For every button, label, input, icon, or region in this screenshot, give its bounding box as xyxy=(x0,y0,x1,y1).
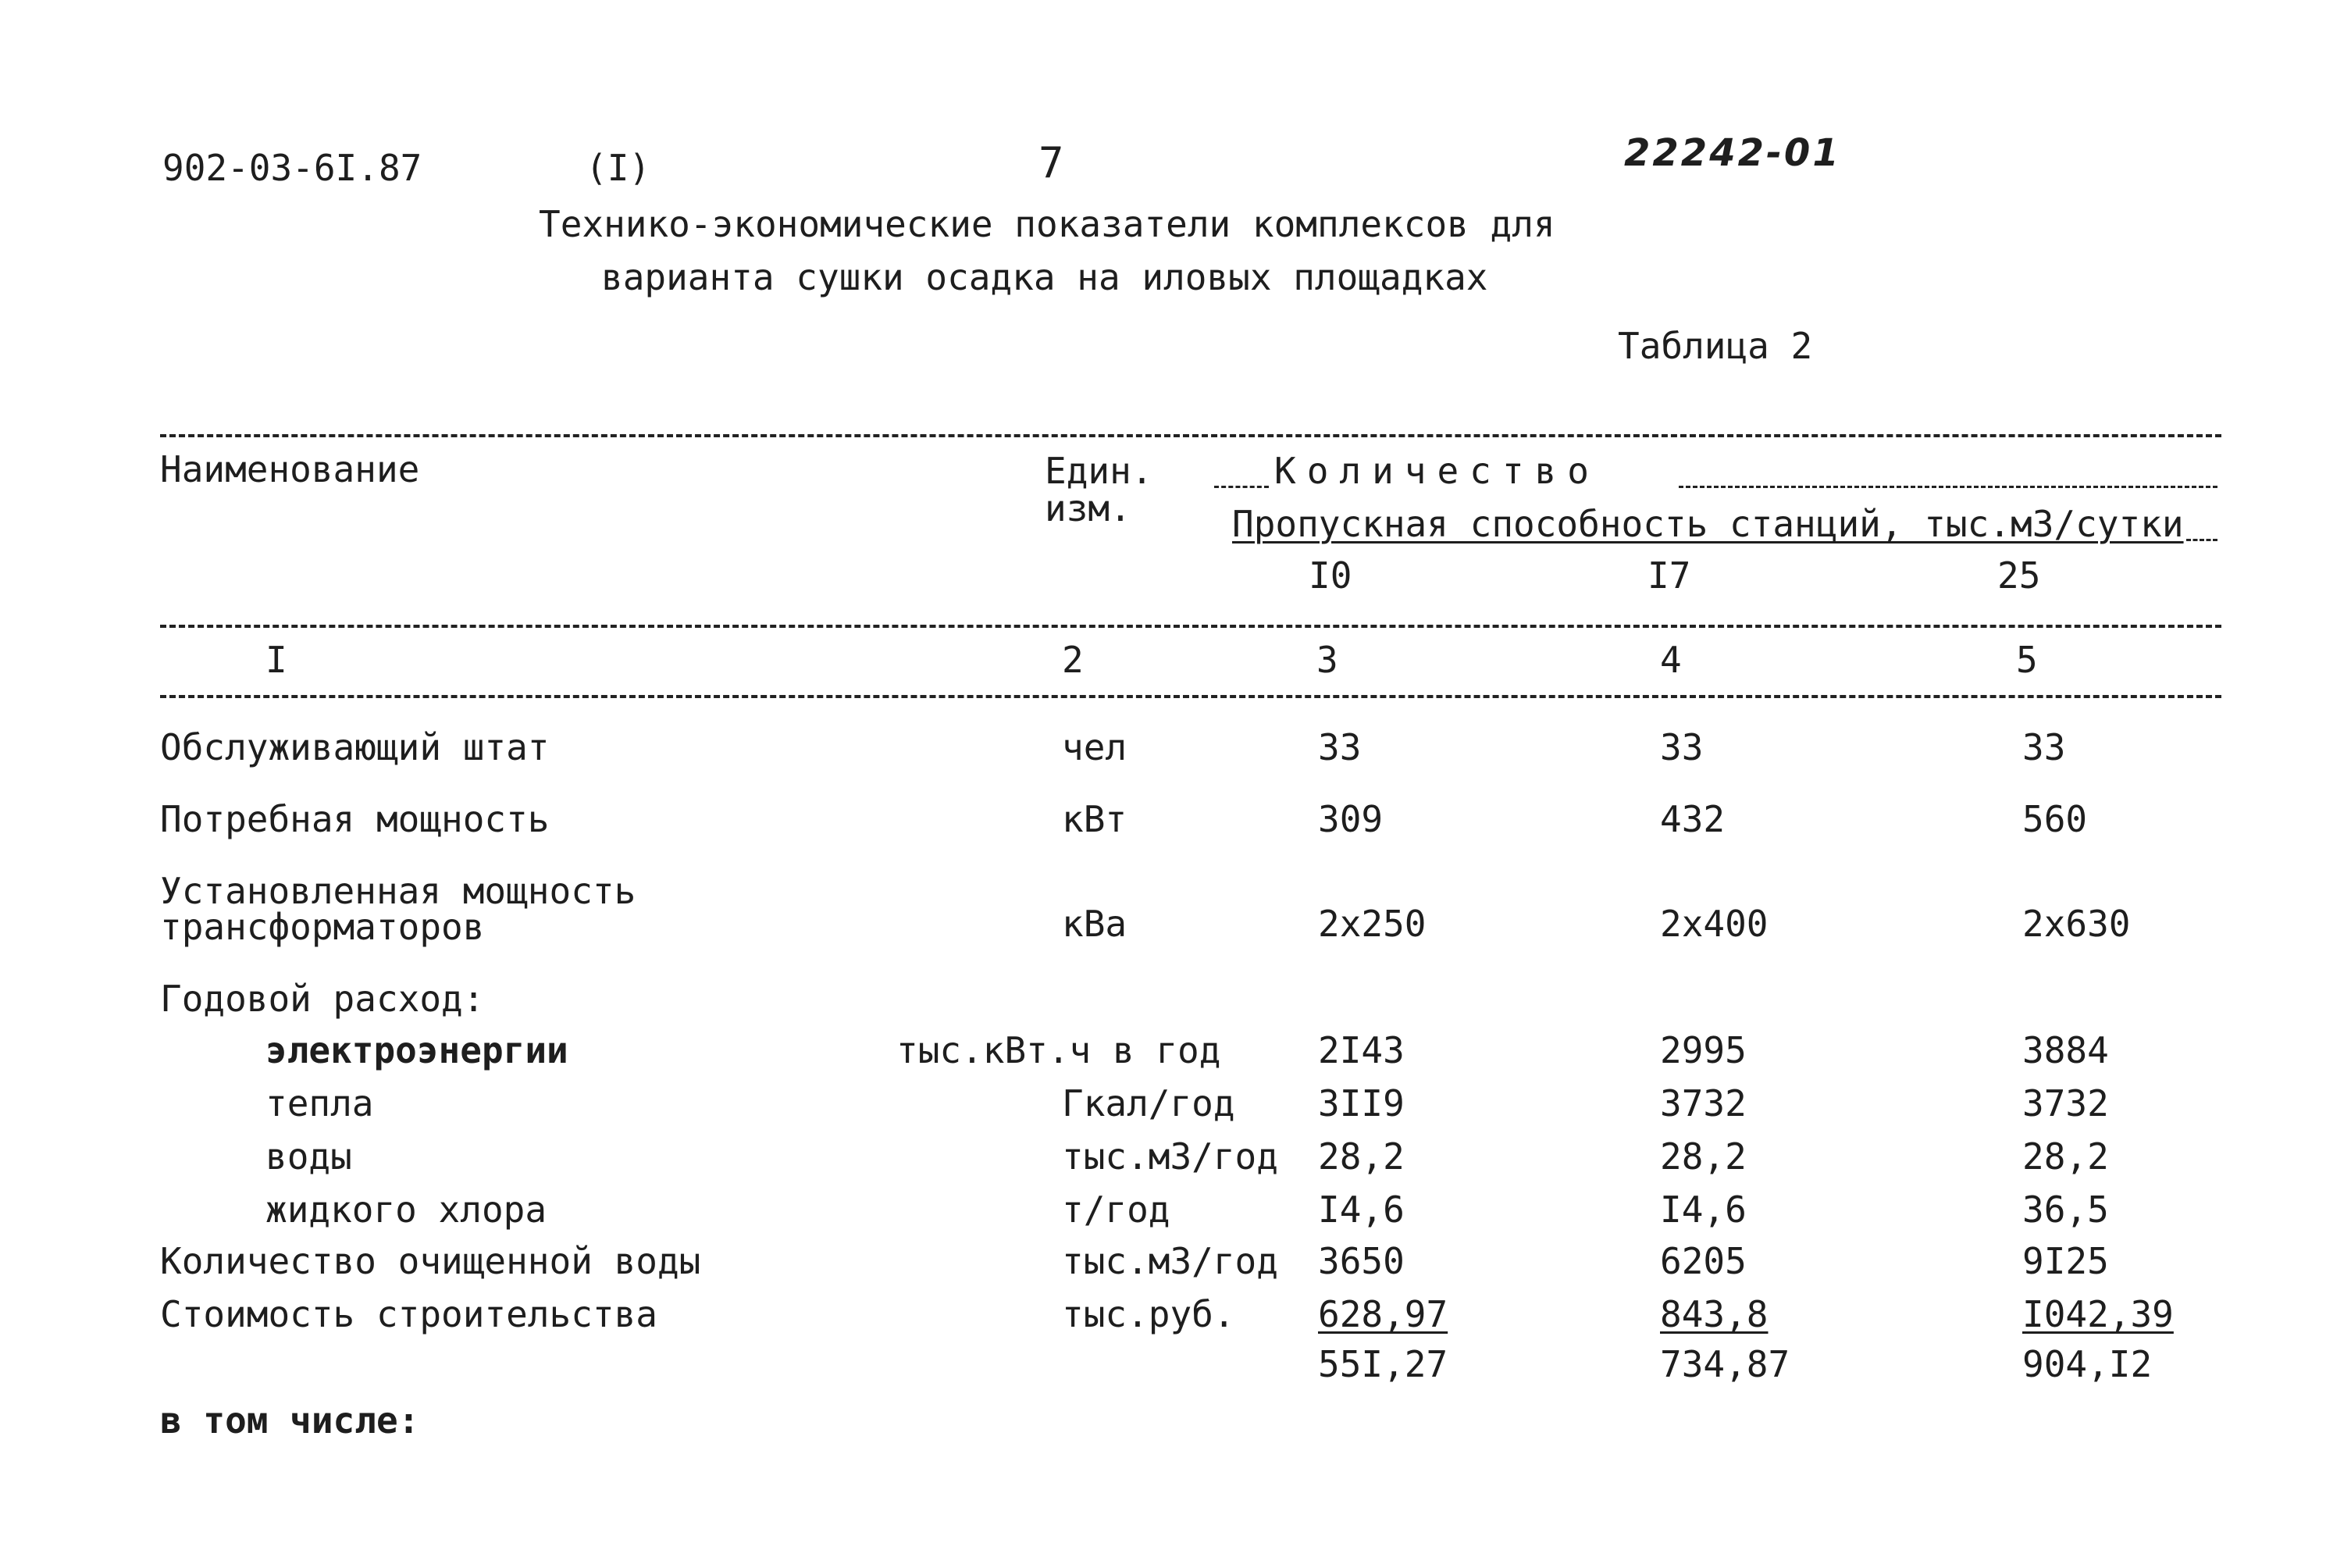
row-name: Потребная мощность xyxy=(160,798,550,840)
capacity-value-3: 25 xyxy=(1997,554,2041,597)
row-value-col4: 33 xyxy=(1660,726,1704,768)
row-value-col5: 9I25 xyxy=(2022,1240,2109,1282)
row-unit: тыс.м3/год xyxy=(1062,1135,1278,1178)
row-value-col3-second: 55I,27 xyxy=(1318,1343,1448,1385)
row-value-col4: 6205 xyxy=(1660,1240,1747,1282)
document-code: 902-03-6I.87 xyxy=(162,147,422,189)
row-name-line-2: трансформаторов xyxy=(160,906,485,948)
row-unit: тыс.руб. xyxy=(1062,1293,1235,1335)
footer-text: в том числе: xyxy=(160,1399,420,1441)
row-name: Количество очищенной воды xyxy=(160,1240,701,1282)
column-header-name: Наименование xyxy=(160,448,420,490)
row-value-col5: 2x630 xyxy=(2022,903,2131,945)
row-value-col3: 2x250 xyxy=(1318,903,1427,945)
row-value-col5-second: 904,I2 xyxy=(2022,1343,2153,1385)
row-value-col4: 2995 xyxy=(1660,1029,1747,1071)
row-value-col5: 33 xyxy=(2022,726,2066,768)
row-value-col5: 28,2 xyxy=(2022,1135,2109,1178)
row-name: тепла xyxy=(265,1082,374,1124)
capacity-value-1: I0 xyxy=(1309,554,1352,597)
row-value-col4: 28,2 xyxy=(1660,1135,1747,1178)
row-value-col4: 432 xyxy=(1660,798,1726,840)
row-value-col3: 2I43 xyxy=(1318,1029,1405,1071)
column-number-rule xyxy=(160,695,2221,698)
column-number-4: 4 xyxy=(1660,639,1682,681)
quantity-trail-dash xyxy=(1679,486,2217,488)
row-unit: тыс.м3/год xyxy=(1062,1240,1278,1282)
row-value-col5: 3884 xyxy=(2022,1029,2109,1071)
row-name: Стоимость строительства xyxy=(160,1293,657,1335)
column-number-1: I xyxy=(265,639,287,681)
row-name: жидкого хлора xyxy=(265,1188,547,1231)
title-line-1: Технико-экономические показатели комплексов для xyxy=(539,203,1555,245)
row-unit: т/год xyxy=(1062,1188,1170,1231)
row-value-col3: 33 xyxy=(1318,726,1362,768)
column-header-unit-2: изм. xyxy=(1045,487,1131,529)
section-heading: Годовой расход: xyxy=(160,978,485,1020)
row-value-col4: I4,6 xyxy=(1660,1188,1747,1231)
row-unit: Гкал/год xyxy=(1062,1082,1235,1124)
header-bottom-rule xyxy=(160,625,2221,628)
column-header-unit-1: Един. xyxy=(1045,450,1153,492)
table-label: Таблица 2 xyxy=(1618,325,1813,367)
row-value-col3: 3II9 xyxy=(1318,1082,1405,1124)
row-value-col4: 843,8 xyxy=(1660,1293,1769,1335)
title-line-2: варианта сушки осадка на иловых площадках xyxy=(601,256,1488,298)
row-value-col3: 628,97 xyxy=(1318,1293,1448,1335)
archive-stamp: 22242-01 xyxy=(1624,131,1841,175)
capacity-trail-dash xyxy=(2186,539,2217,541)
row-value-col3: I4,6 xyxy=(1318,1188,1405,1231)
document-part: (I) xyxy=(586,147,651,189)
row-value-col4: 3732 xyxy=(1660,1082,1747,1124)
column-number-5: 5 xyxy=(2016,639,2038,681)
row-name: воды xyxy=(265,1135,352,1178)
page-number: 7 xyxy=(1038,138,1064,187)
row-name: электроэнергии xyxy=(265,1029,568,1071)
column-header-quantity: Количество xyxy=(1274,450,1600,492)
row-unit: кВт xyxy=(1062,798,1127,840)
row-unit: тыс.кВт.ч в год xyxy=(896,1029,1221,1071)
column-header-capacity: Пропускная способность станций, тыс.м3/сутки xyxy=(1232,503,2184,545)
row-value-col3: 3650 xyxy=(1318,1240,1405,1282)
row-unit: чел xyxy=(1062,726,1127,768)
row-value-col5: 560 xyxy=(2022,798,2088,840)
row-unit: кВа xyxy=(1062,903,1127,945)
row-value-col5: 36,5 xyxy=(2022,1188,2109,1231)
row-value-col4: 2x400 xyxy=(1660,903,1769,945)
column-number-3: 3 xyxy=(1316,639,1338,681)
row-value-col4-second: 734,87 xyxy=(1660,1343,1790,1385)
row-name: Обслуживающий штат xyxy=(160,726,550,768)
column-number-2: 2 xyxy=(1062,639,1084,681)
row-value-col3: 309 xyxy=(1318,798,1384,840)
row-value-col3: 28,2 xyxy=(1318,1135,1405,1178)
capacity-value-2: I7 xyxy=(1647,554,1691,597)
row-value-col5: I042,39 xyxy=(2022,1293,2174,1335)
row-name-line-1: Установленная мощность xyxy=(160,870,636,912)
row-value-col5: 3732 xyxy=(2022,1082,2109,1124)
table-top-rule xyxy=(160,434,2221,437)
quantity-lead-dash xyxy=(1214,486,1269,488)
